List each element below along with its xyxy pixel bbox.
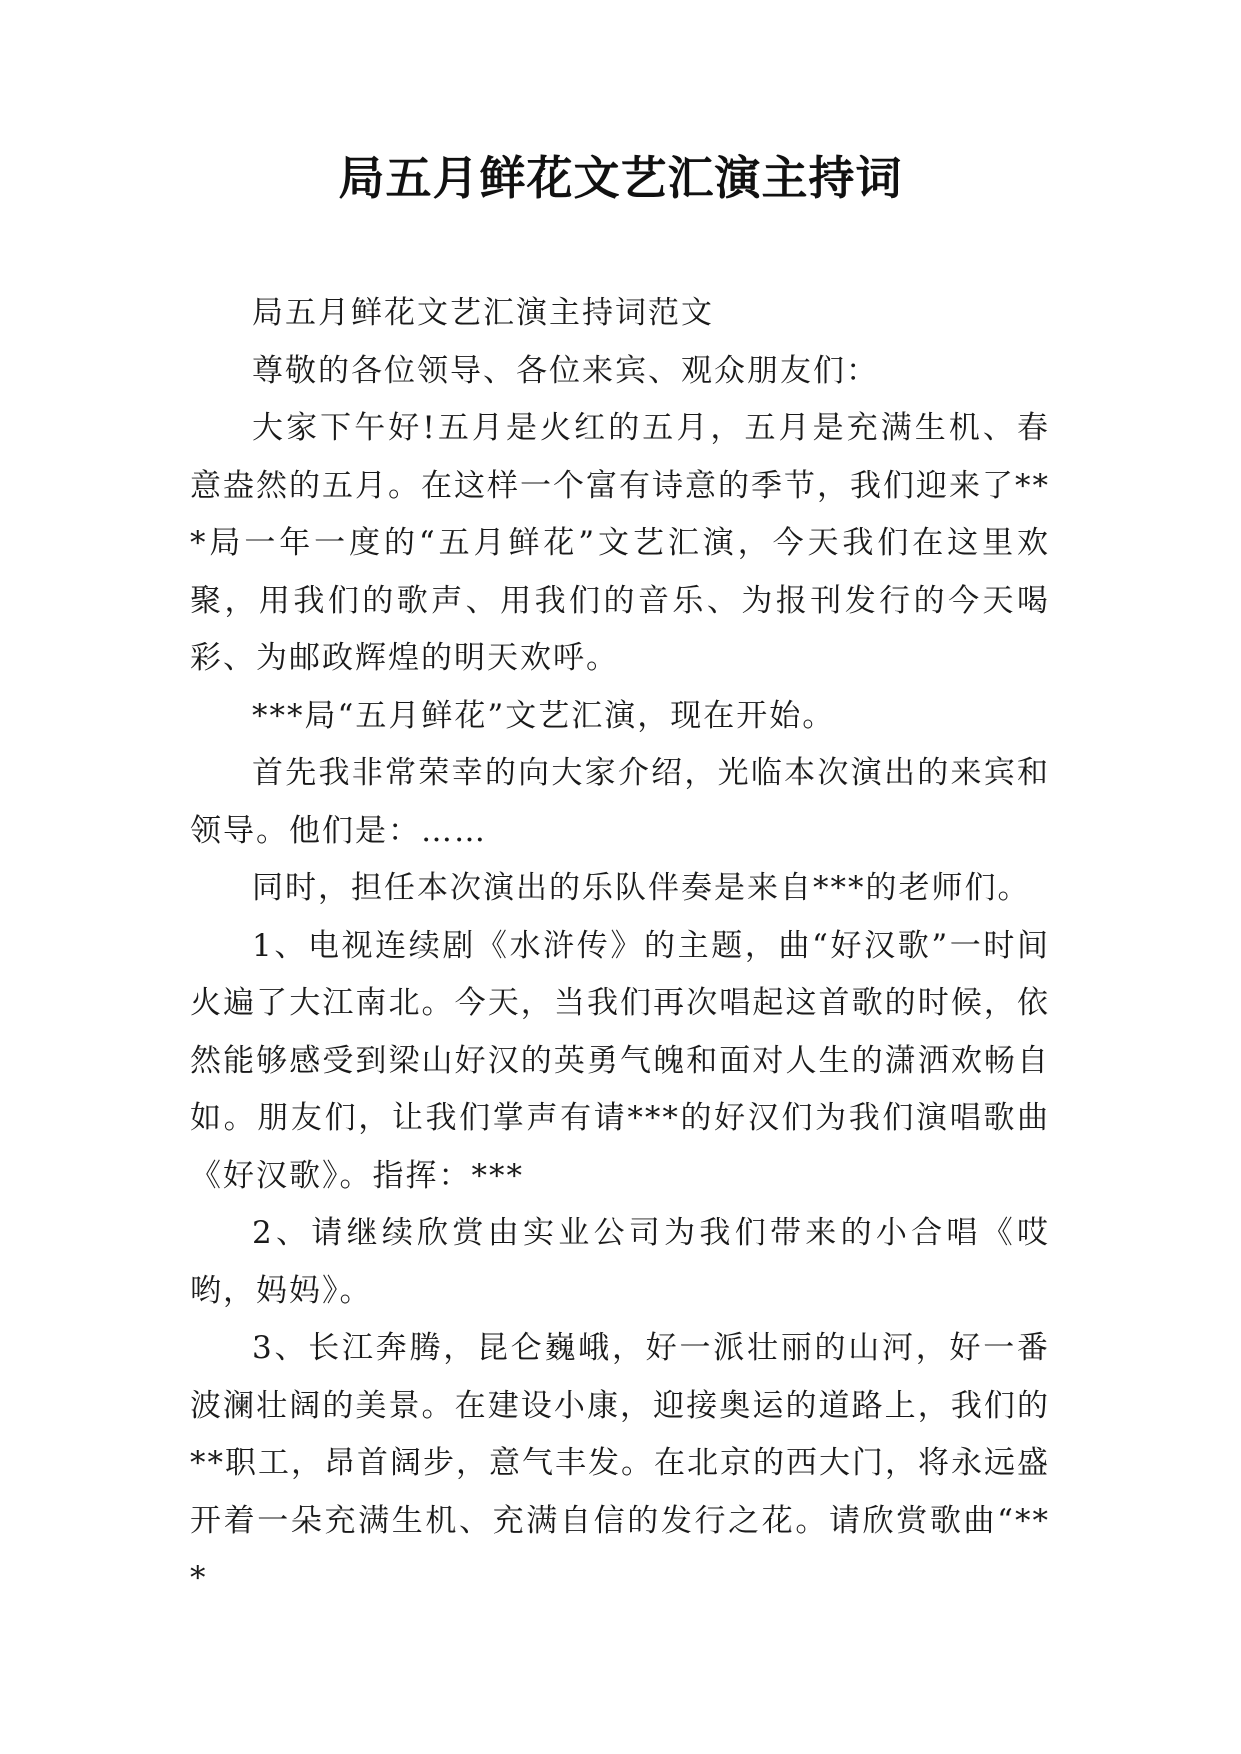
document-body [190,285,1050,1608]
paragraph-guests: 首先我非常荣幸的向大家介绍，光临本次演出的来宾和领导。他们是：…… [190,755,1050,849]
paragraph-program-1: 1、电视连续剧《水浒传》的主题，曲“好汉歌”一时间火遍了大江南北。今天，当我们再次唱起这首歌的时候，依然能够感受到梁山好汉的英勇气魄和面对人生的潇洒欢畅自如。朋友们，让我们掌声有请***的好汉们为我们演唱歌曲《好汉歌》。指挥：*** [190,927,1050,1194]
paragraph-greeting: 尊敬的各位领导、各位来宾、观众朋友们： [252,352,879,389]
paragraph-opening: 大家下午好!五月是火红的五月，五月是充满生机、春意盎然的五月。在这样一个富有诗意的季节，我们迎来了***局一年一度的“五月鲜花”文艺汇演，今天我们在这里欢聚，用我们的歌声、用我们的音乐、为报刊发行的今天喝彩、为邮政辉煌的明天欢呼。 [190,410,1050,676]
paragraph-program-3: 3、长江奔腾，昆仑巍峨，好一派壮丽的山河，好一番波澜壮阔的美景。在建设小康，迎接奥运的道路上，我们的**职工，昂首阔步，意气丰发。在北京的西大门，将永远盛开着一朵充满生机、充满自信的发行之花。请欣赏歌曲“*** [190,1330,1050,1596]
paragraph-start: ***局“五月鲜花”文艺汇演，现在开始。 [252,697,836,734]
paragraph-subtitle: 局五月鲜花文艺汇演主持词范文 [252,295,714,331]
paragraph-program-2: 2、请继续欣赏由实业公司为我们带来的小合唱《哎哟，妈妈》。 [190,1215,1050,1309]
paragraph-band: 同时，担任本次演出的乐队伴奏是来自***的老师们。 [252,870,1031,906]
document-title: 局五月鲜花文艺汇演主持词 [338,151,903,205]
